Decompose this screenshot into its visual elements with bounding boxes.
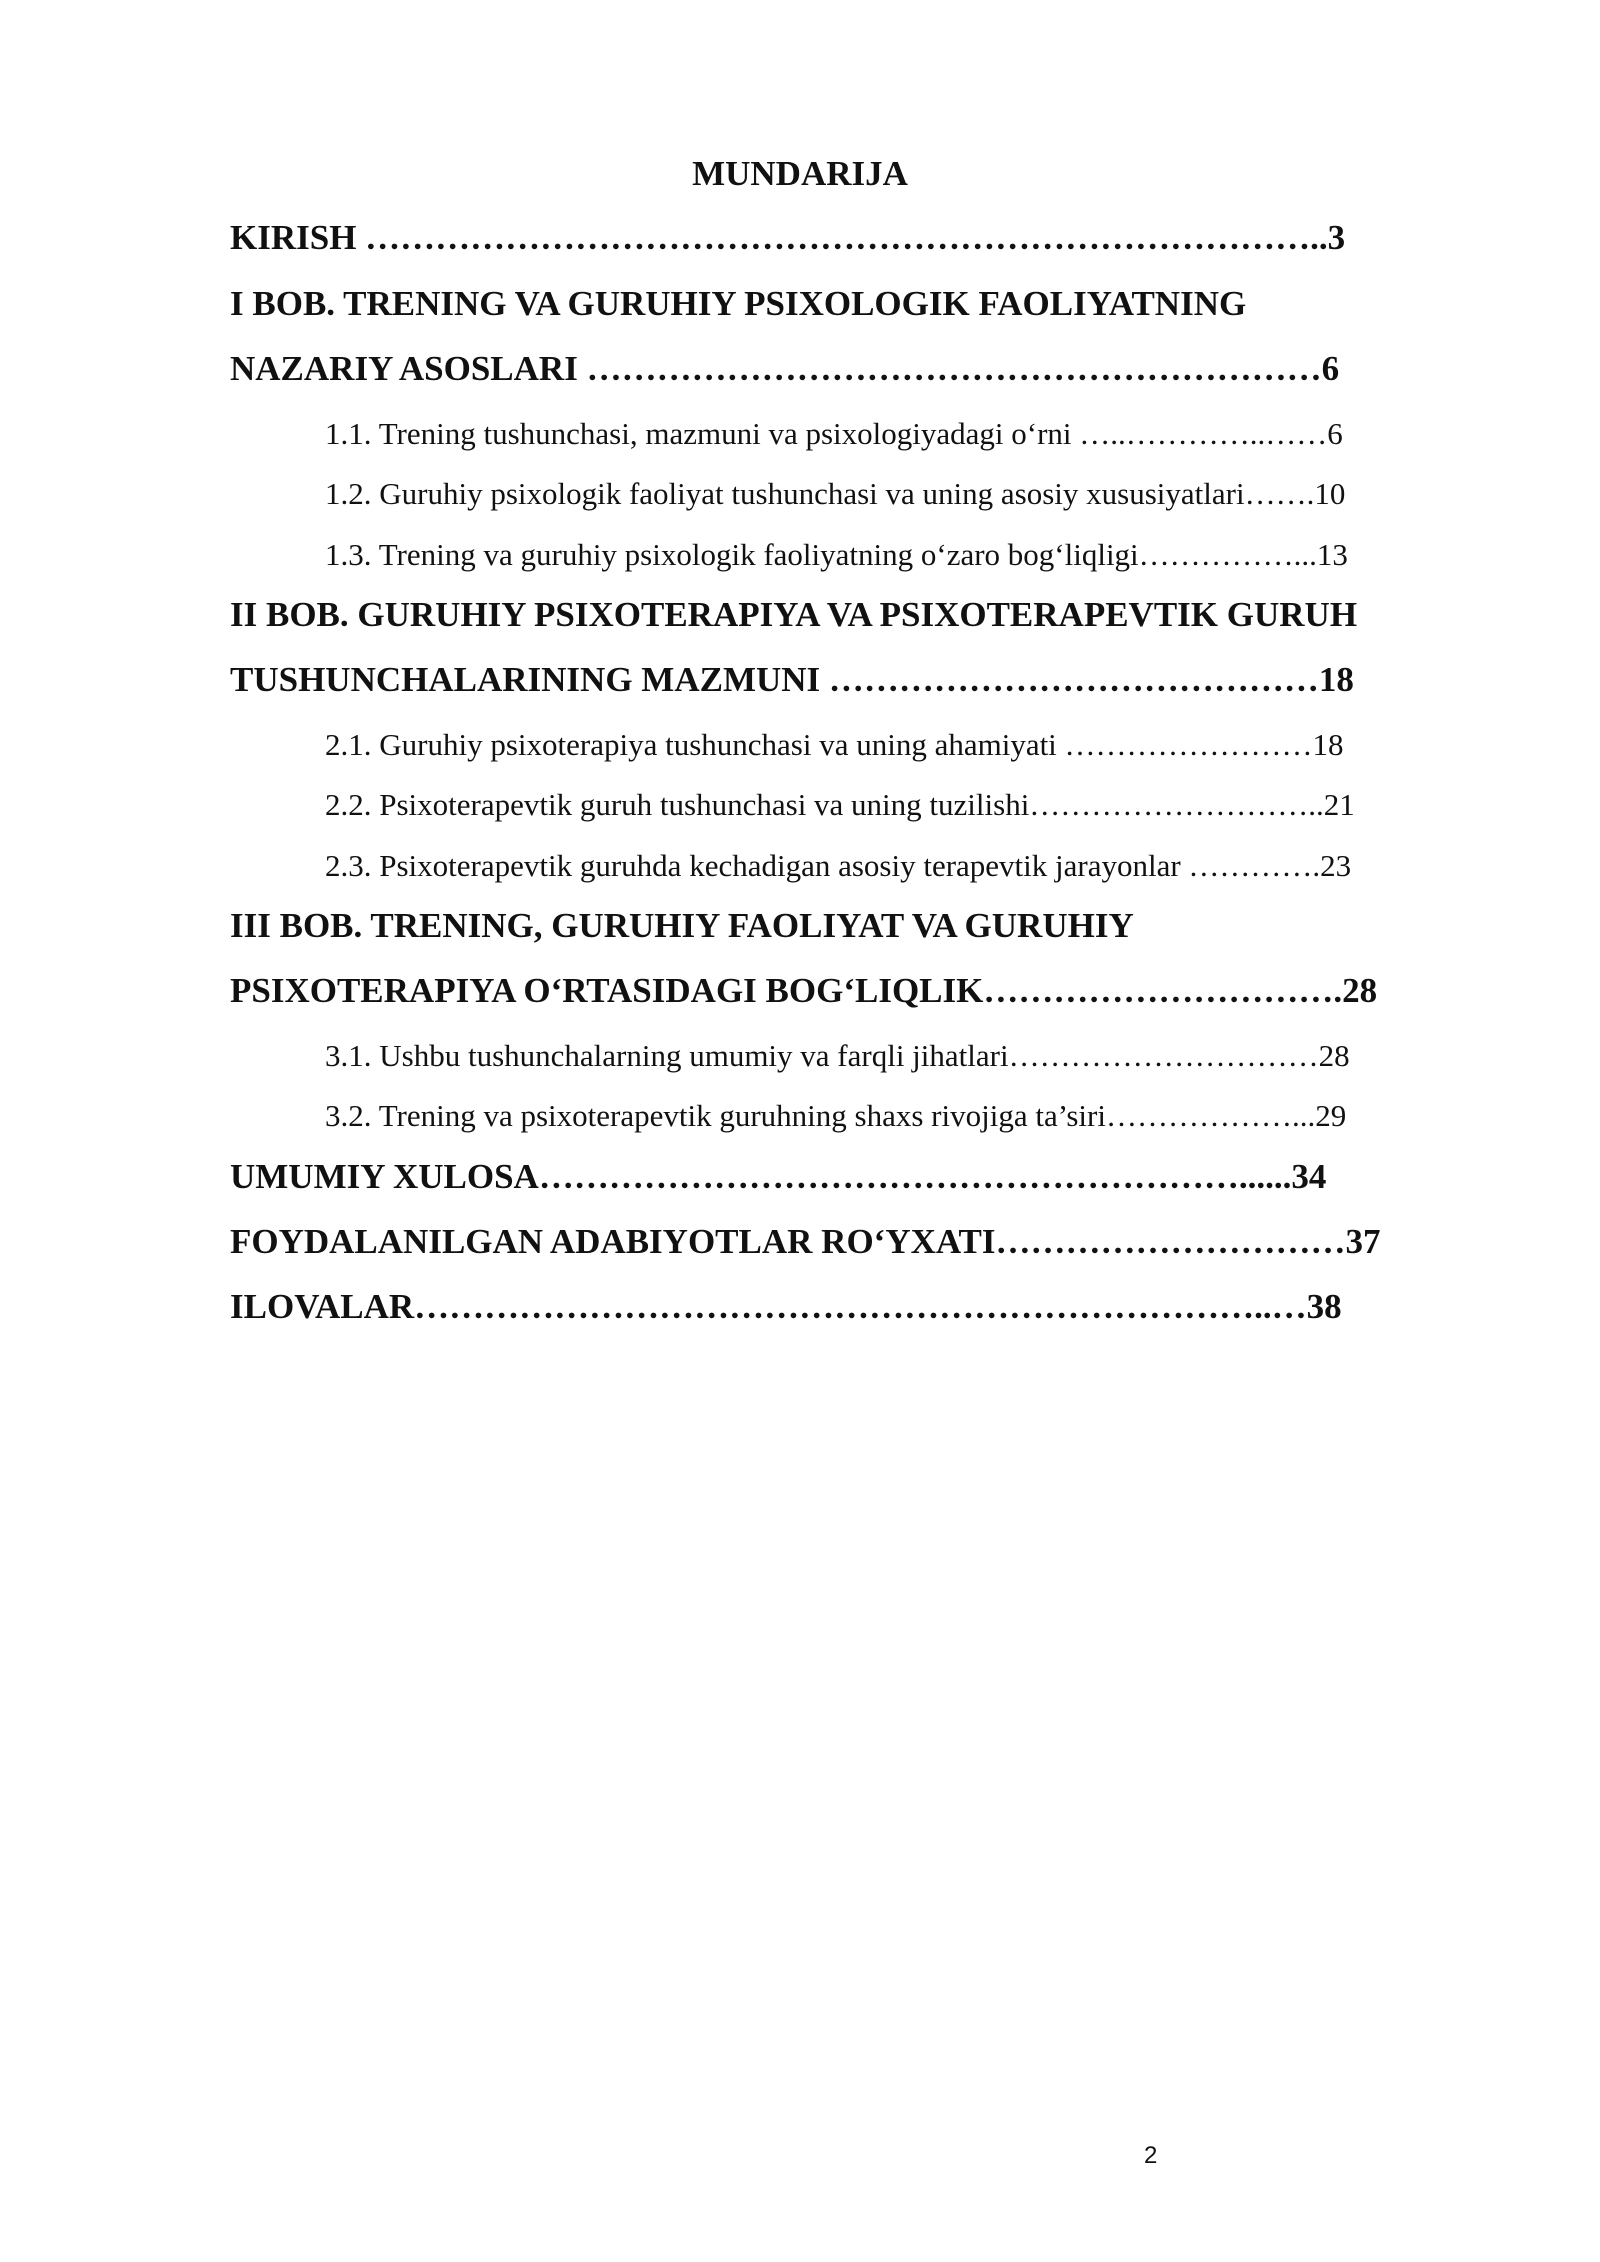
toc-entry-3-1: 3.1. Ushbu tushunchalarning umumiy va farqli jihatlari…………………………28 <box>325 1038 1350 1073</box>
toc-entry-ilovalar: ILOVALAR………………………………………………………………..…38 <box>230 1287 1342 1326</box>
toc-entry-2-3: 2.3. Psixoterapevtik guruhda kechadigan asosiy terapevtik jarayonlar ………….23 <box>325 848 1352 883</box>
toc-chapter-1-heading: I BOB. TRENING VA GURUHIY PSIXOLOGIK FAOLIYATNING <box>230 284 1247 323</box>
toc-chapter-1-heading-cont: NAZARIY ASOSLARI ………………………………………………………6 <box>230 349 1340 388</box>
toc-chapter-2-heading-cont: TUSHUNCHALARINING MAZMUNI ……………………………………18 <box>230 660 1354 699</box>
toc-entry-kirish: KIRISH ………………………………………………………………………..3 <box>230 218 1346 257</box>
toc-entry-1-2: 1.2. Guruhiy psixologik faoliyat tushunchasi va uning asosiy xususiyatlari…….10 <box>325 476 1346 511</box>
toc-entry-adabiyotlar: FOYDALANILGAN ADABIYOTLAR RO‘YXATI…………………………37 <box>230 1222 1381 1261</box>
toc-entry-2-2: 2.2. Psixoterapevtik guruh tushunchasi va uning tuzilishi………………………..21 <box>325 787 1355 822</box>
toc-chapter-3-heading-cont: PSIXOTERAPIYA O‘RTASIDAGI BOG‘LIQLIK………………………….28 <box>230 971 1378 1010</box>
toc-entry-2-1: 2.1. Guruhiy psixoterapiya tushunchasi va uning ahamiyati ……………………18 <box>325 727 1344 762</box>
toc-title: MUNDARIJA <box>692 154 908 193</box>
toc-entry-umumiy-xulosa: UMUMIY XULOSA……………………………………………………......34 <box>230 1157 1327 1196</box>
toc-entry-3-2: 3.2. Trening va psixoterapevtik guruhning shaxs rivojiga ta’siri………………...29 <box>325 1098 1347 1133</box>
toc-entry-1-1: 1.1. Trening tushunchasi, mazmuni va psixologiyadagi o‘rni …..…………..……6 <box>325 416 1343 451</box>
toc-chapter-3-heading: III BOB. TRENING, GURUHIY FAOLIYAT VA GURUHIY <box>230 906 1134 945</box>
page-number: 2 <box>1144 2142 1158 2169</box>
toc-chapter-2-heading: II BOB. GURUHIY PSIXOTERAPIYA VA PSIXOTERAPEVTIK GURUH <box>230 595 1358 634</box>
toc-entry-1-3: 1.3. Trening va guruhiy psixologik faoliyatning o‘zaro bog‘liqligi……………...13 <box>325 537 1348 572</box>
